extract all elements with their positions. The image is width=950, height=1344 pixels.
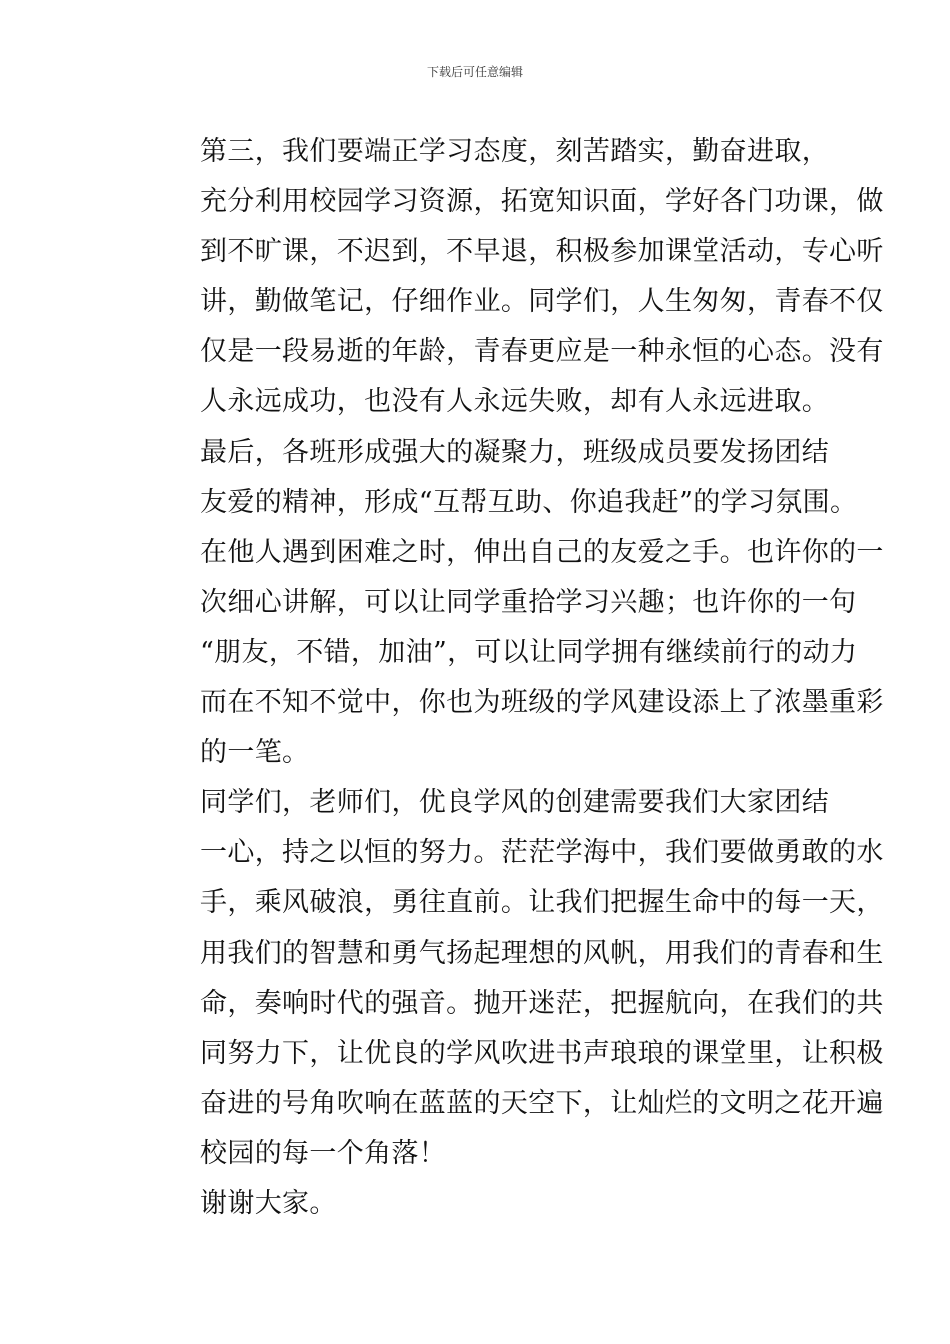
paragraph-class-cohesion — [146, 428, 884, 779]
text-line: 充分利用校园学习资源，拓宽知识面，学好各门功课，做 — [200, 186, 884, 218]
text-line: 谢谢大家。 — [200, 1187, 337, 1219]
text-line: 讲，勤做笔记，仔细作业。同学们，人生匆匆，青春不仅 — [200, 286, 884, 318]
document-body — [146, 127, 884, 1229]
page-header-note: 下载后可任意编辑 — [426, 65, 523, 79]
paragraph-study-attitude — [146, 127, 884, 428]
text-line: 仅是一段易逝的年龄，青春更应是一种永恒的心态。没有 — [200, 336, 884, 368]
text-line: 同学们，老师们，优良学风的创建需要我们大家团结 — [200, 787, 830, 819]
paragraph-closing-appeal — [146, 778, 884, 1179]
text-line: 最后，各班形成强大的凝聚力，班级成员要发扬团结 — [200, 436, 830, 468]
text-line: 一心，持之以恒的努力。茫茫学海中，我们要做勇敢的水 — [200, 837, 884, 869]
paragraph-thanks — [146, 1179, 806, 1229]
text-line: 次细心讲解，可以让同学重拾学习兴趣；也许你的一句 — [200, 586, 857, 618]
text-line: 命，奏响时代的强音。抛开迷茫，把握航向，在我们的共 — [200, 987, 884, 1019]
text-line: 手，乘风破浪，勇往直前。让我们把握生命中的每一天， — [200, 887, 884, 919]
text-line: 的一笔。 — [200, 737, 310, 769]
text-line: “朋友，不错，加油”，可以让同学拥有继续前行的动力 — [200, 636, 858, 668]
text-line: 第三，我们要端正学习态度，刻苦踏实，勤奋进取， — [200, 136, 830, 167]
text-line: 到不旷课，不迟到，不早退，积极参加课堂活动，专心听 — [200, 236, 884, 268]
text-line: 友爱的精神，形成“互帮互助、你追我赶”的学习氛围。 — [200, 486, 858, 518]
text-line: 在他人遇到困难之时，伸出自己的友爱之手。也许你的一 — [200, 536, 884, 568]
text-line: 而在不知不觉中，你也为班级的学风建设添上了浓墨重彩 — [200, 687, 884, 719]
text-line: 用我们的智慧和勇气扬起理想的风帆，用我们的青春和生 — [200, 937, 884, 969]
text-line: 奋进的号角吹响在蓝蓝的天空下，让灿烂的文明之花开遍 — [200, 1087, 884, 1119]
text-line: 人永远成功，也没有人永远失败，却有人永远进取。 — [200, 386, 830, 418]
text-line: 校园的每一个角落！ — [200, 1137, 447, 1169]
text-line: 同努力下，让优良的学风吹进书声琅琅的课堂里，让积极 — [200, 1037, 884, 1069]
